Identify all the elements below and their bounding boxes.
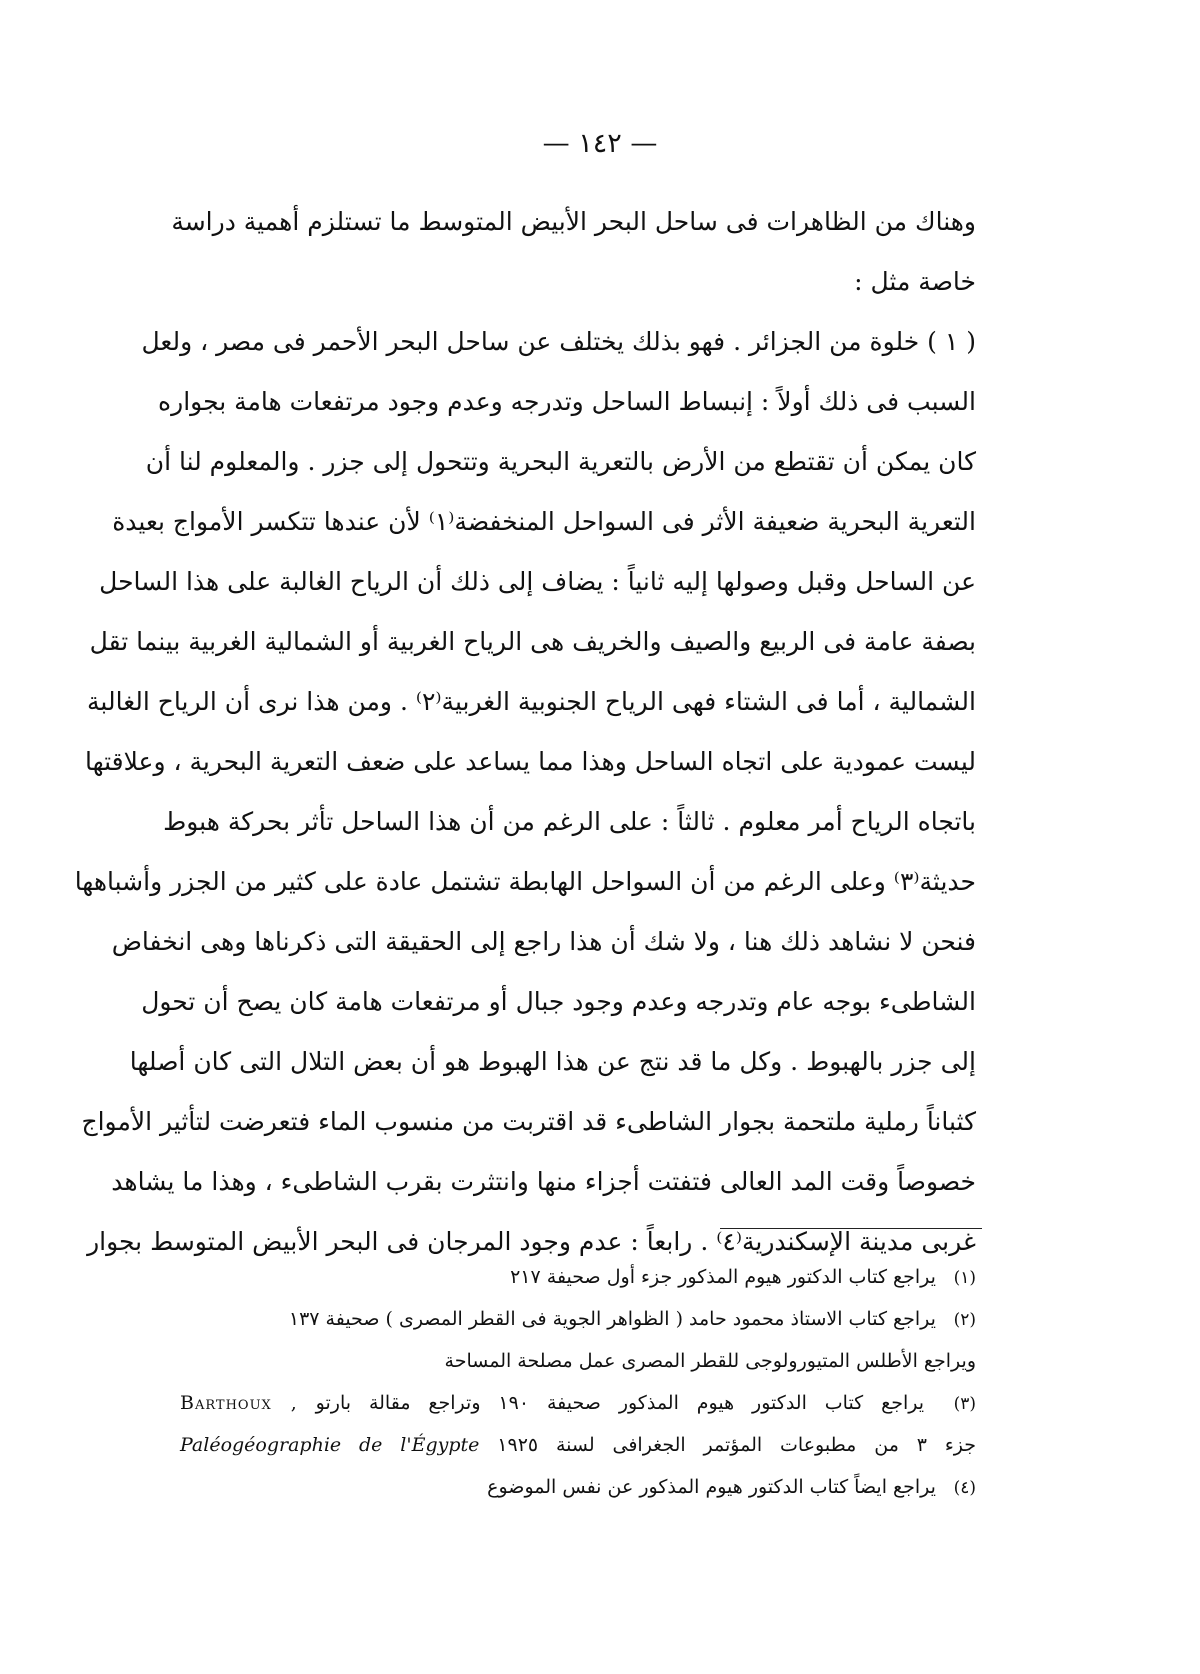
footnote-mark: (٣) [953, 1394, 976, 1414]
footnote-text: يراجع كتاب الدكتور هيوم المذكور صحيفة ١٩٠ وتراجع مقالة بارتو [315, 1392, 925, 1414]
text-line: وهناك من الظاهرات فى ساحل البحر الأبيض المتوسط ما تستلزم أهمية دراسة [171, 207, 976, 236]
footnote-4 [180, 1466, 976, 1508]
footnote-text: يراجع كتاب الاستاذ محمود حامد ( الظواهر الجوية فى القطر المصرى ) صحيفة ١٣٧ [288, 1308, 936, 1330]
text-line: كثباناً رملية ملتحمة بجوار الشاطىء قد اقتربت من منسوب الماء فتعرضت لتأثير الأمواج [81, 1107, 976, 1136]
text-line: الشمالية ، أما فى الشتاء فهى الرياح الجنوبية الغربية⁽٢⁾ . ومن هذا نرى أن الرياح الغالبة [87, 687, 976, 716]
text-line: حديثة⁽٣⁾ وعلى الرغم من أن السواحل الهابطة تشتمل عادة على كثير من الجزر وأشباهها [74, 867, 976, 896]
text-line: إلى جزر بالهبوط . وكل ما قد نتج عن هذا الهبوط هو أن بعض التلال التى كان أصلها [129, 1047, 976, 1076]
text-line: خصوصاً وقت المد العالى فتفتت أجزاء منها وانتثرت بقرب الشاطىء ، وهذا ما يشاهد [111, 1167, 976, 1196]
text-line: عن الساحل وقبل وصولها إليه ثانياً : يضاف إلى ذلك أن الرياح الغالبة على هذا الساحل [99, 567, 976, 596]
text-line: غربى مدينة الإسكندرية⁽٤⁾ . رابعاً : عدم وجود المرجان فى البحر الأبيض المتوسط بجوار [87, 1227, 976, 1256]
footnote-mark: (٤) [953, 1478, 976, 1498]
footnote-latin-title: Paléogéographie de l'Égypte [180, 1434, 480, 1456]
footnote-text: يراجع ايضاً كتاب الدكتور هيوم المذكور عن نفس الموضوع [487, 1476, 936, 1498]
text-line: باتجاه الرياح أمر معلوم . ثالثاً : على الرغم من أن هذا الساحل تأثر بحركة هبوط [163, 807, 976, 836]
footnote-mark: (٢) [953, 1310, 976, 1330]
text-line: ( ١ ) خلوة من الجزائر . فهو بذلك يختلف عن ساحل البحر الأحمر فى مصر ، ولعل [141, 327, 976, 356]
footnote-1 [180, 1256, 976, 1298]
text-line: خاصة مثل : [854, 267, 976, 296]
text-line: فنحن لا نشاهد ذلك هنا ، ولا شك أن هذا راجع إلى الحقيقة التى ذكرناها وهى انخفاض [111, 927, 976, 956]
footnote-3-continuation [180, 1424, 976, 1466]
footnote-3 [180, 1382, 976, 1424]
footnotes [180, 1256, 976, 1508]
body-paragraph [74, 192, 976, 1272]
footnote-divider [720, 1228, 982, 1229]
footnote-text: جزء ٣ من مطبوعات المؤتمر الجغرافى لسنة ١٩٢٥ [497, 1434, 976, 1456]
page-number: — ١٤٢ — [542, 128, 658, 159]
text-line: الشاطىء بوجه عام وتدرجه وعدم وجود جبال أو مرتفعات هامة كان يصح أن تحول [141, 987, 976, 1016]
footnote-text: يراجع كتاب الدكتور هيوم المذكور جزء أول صحيفة ٢١٧ [510, 1266, 936, 1288]
text-line: السبب فى ذلك أولاً : إنبساط الساحل وتدرجه وعدم وجود مرتفعات هامة بجواره [158, 387, 976, 416]
text-line: التعرية البحرية ضعيفة الأثر فى السواحل المنخفضة⁽١⁾ لأن عندها تتكسر الأمواج بعيدة [112, 507, 976, 536]
text-line: بصفة عامة فى الربيع والصيف والخريف هى الرياح الغربية أو الشمالية الغربية بينما تقل [89, 627, 976, 656]
footnote-mark: (١) [953, 1268, 976, 1288]
footnote-2 [180, 1298, 976, 1340]
footnote-latin-author: Barthoux , [180, 1392, 298, 1414]
text-line: ليست عمودية على اتجاه الساحل وهذا مما يساعد على ضعف التعرية البحرية ، وعلاقتها [85, 747, 976, 776]
text-line: كان يمكن أن تقتطع من الأرض بالتعرية البحرية وتتحول إلى جزر . والمعلوم لنا أن [145, 447, 976, 476]
footnote-2-continuation: ويراجع الأطلس المتيورولوجى للقطر المصرى عمل مصلحة المساحة [444, 1350, 976, 1372]
